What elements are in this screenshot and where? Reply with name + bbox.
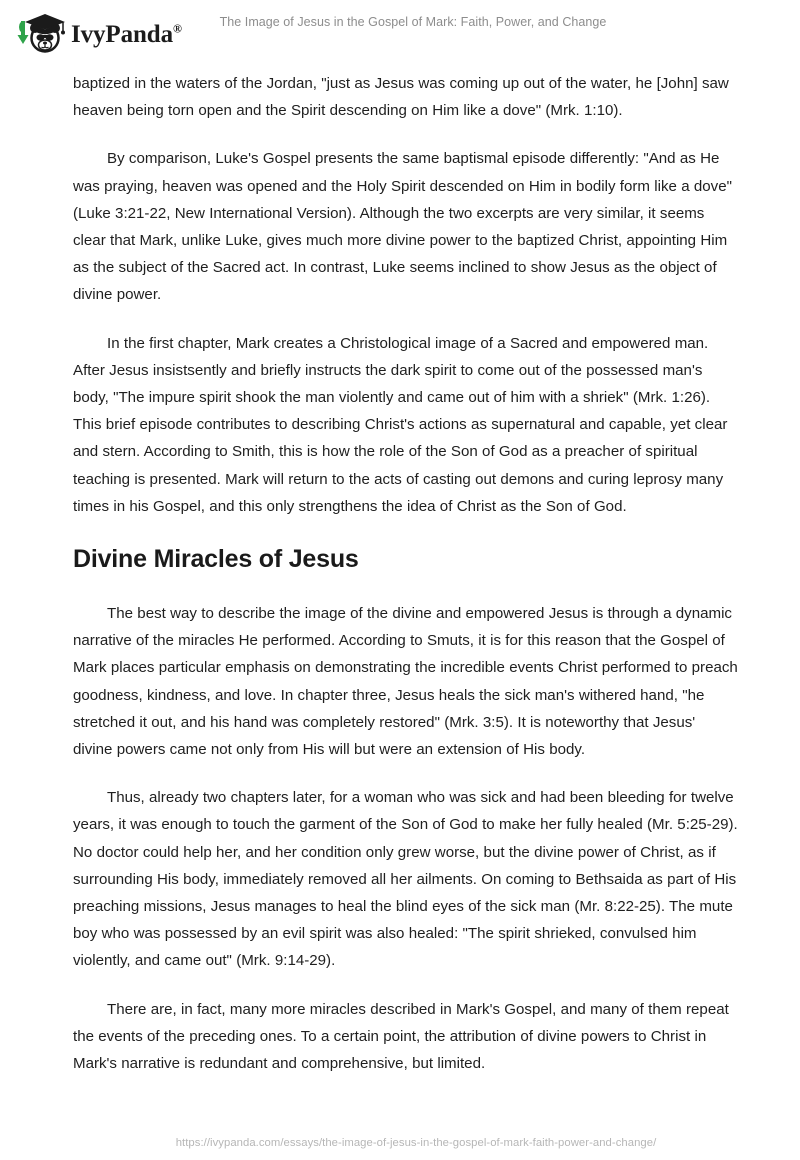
paragraph: In the first chapter, Mark creates a Christological image of a Sacred and empowered man. After Jesus insistsently and briefly instructs the dark spirit to come out of the possessed man's body, "The impure spirit shook the man violently and came out of him with a shriek" (Mrk. 1:26). This brief episode contributes to describing Christ's actions as supernatural and capable, yet clear and stern. According to Smith, this is how the role of the Son of God as a preacher of spiritual teaching is presented. Mark will return to the acts of casting out demons and curing leprosy many times in his Gospel, and this only strengthens the idea of Christ as the Son of God. [73, 334, 728, 515]
paragraph-continuation: baptized in the waters of the Jordan, "just as Jesus was coming up out of the water, he [John] saw heaven being torn open and the Spirit descending on Him like a dove" (Mrk. 1:10). [73, 75, 729, 120]
paragraph: The best way to describe the image of the divine and empowered Jesus is through a dynamic narrative of the miracles He performed. According to Smuts, it is for this reason that the Gospel of Mark places particular emphasis on demonstrating the incredible events Christ performed to preach goodness, kindness, and love. In chapter three, Jesus heals the sick man's withered hand, "he stretched it out, and his hand was completely restored" (Mrk. 3:5). It is noteworthy that Jesus' divine powers came not only from His will but were an extension of His body. [73, 605, 738, 759]
source-url-link[interactable]: https://ivypanda.com/essays/the-image-of-jesus-in-the-gospel-of-mark-faith-power-and-change/ [175, 1137, 657, 1149]
paragraph: Thus, already two chapters later, for a woman who was sick and had been bleeding for twelve years, it was enough to touch the garment of the Son of God to make her fully healed (Mr. 5:25-29). No doctor could help her, and her condition only grew worse, but the divine power of Christ, as if surrounding His body, immediately removed all her ailments. On coming to Bethsaida as part of His preaching missions, Jesus manages to heal the blind eyes of the sick man (Mr. 8:22-25). The mute boy who was possessed by an evil spirit was also healed: "The spirit shrieked, convulsed him violently, and came out" (Mrk. 9:14-29). [73, 789, 738, 970]
document-content [73, 70, 738, 1098]
page-header [0, 0, 800, 62]
paragraph: There are, in fact, many more miracles described in Mark's Gospel, and many of them repeat the events of the preceding ones. To a certain point, the attribution of divine powers to Christ in Mark's narrative is redundant and comprehensive, but limited. [73, 1000, 729, 1073]
page-footer [0, 1133, 800, 1151]
document-header-title: The Image of Jesus in the Gospel of Mark: Faith, Power, and Change [219, 15, 607, 29]
section-heading-divine-miracles: Divine Miracles of Jesus [73, 545, 359, 574]
paragraph: By comparison, Luke's Gospel presents the same baptismal episode differently: "And as He was praying, heaven was opened and the Holy Spirit descended on Him in bodily form like a dove" (Luke 3:21-22, New International Version). Although the two excerpts are very similar, it seems clear that Mark, unlike Luke, gives much more divine power to the baptized Christ, appointing Him as the subject of the Sacred act. In contrast, Luke seems inclined to show Jesus as the object of divine power. [73, 150, 732, 304]
registered-mark: ® [173, 21, 182, 36]
brand-name-text: IvyPanda [71, 20, 174, 48]
